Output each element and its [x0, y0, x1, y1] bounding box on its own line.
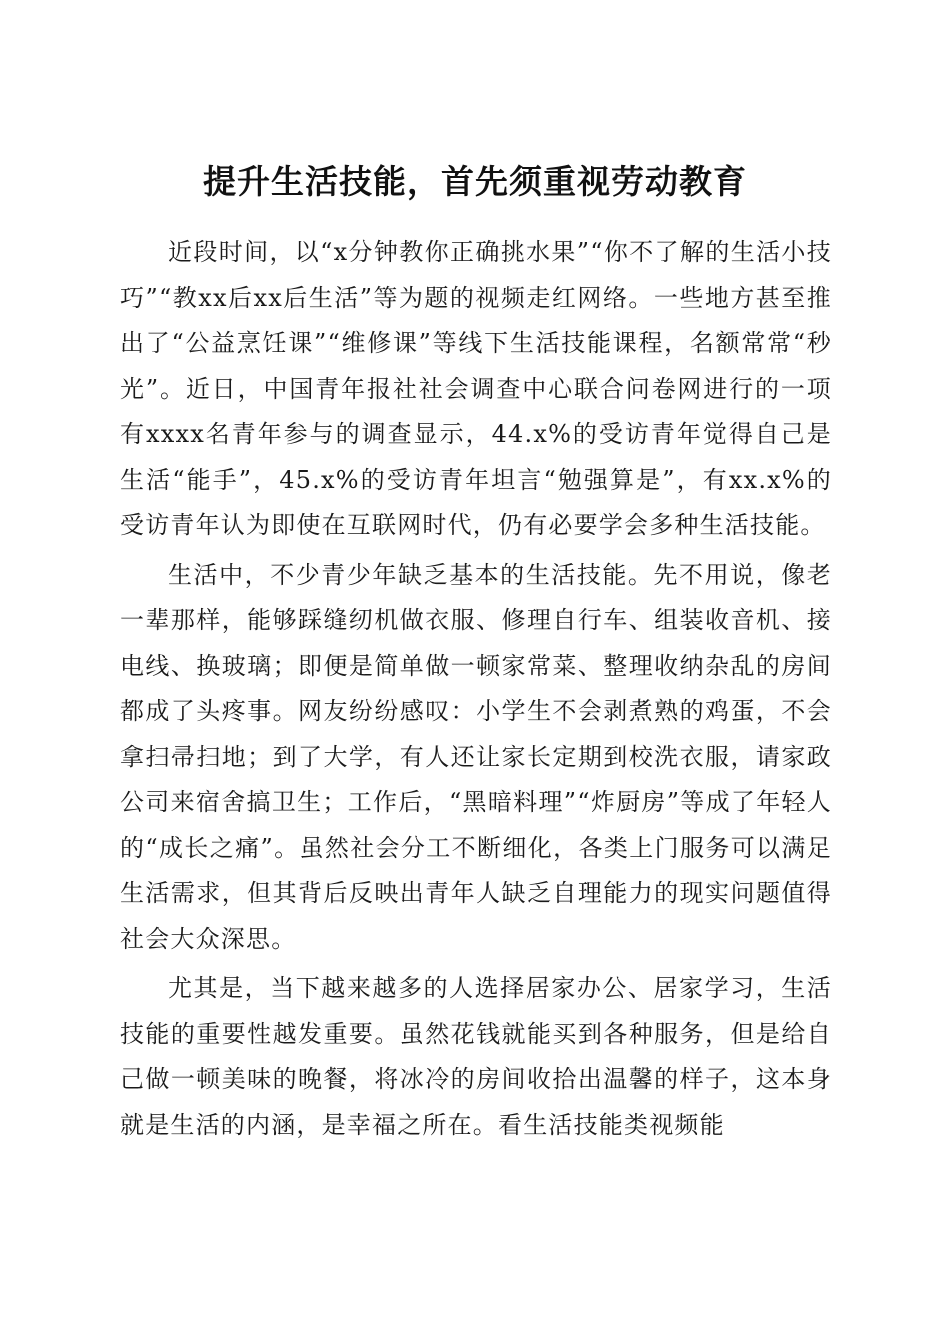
paragraph-3: 尤其是，当下越来越多的人选择居家办公、居家学习，生活技能的重要性越发重要。虽然花钱就能买到各种服务，但是给自己做一顿美味的晚餐，将冰冷的房间收拾出温馨的样子，这本身就是生活的内涵，是幸福之所在。看生活技能类视频能 — [120, 974, 832, 1139]
paragraph-2: 生活中，不少青少年缺乏基本的生活技能。先不用说，像老一辈那样，能够踩缝纫机做衣服、修理自行车、组装收音机、接电线、换玻璃；即便是简单做一顿家常菜、整理收纳杂乱的房间都成了头疼事。网友纷纷感叹：小学生不会剥煮熟的鸡蛋，不会拿扫帚扫地；到了大学，有人还让家长定期到校洗衣服，请家政公司来宿舍搞卫生；工作后，“黑暗料理”“炸厨房”等成了年轻人的“成长之痛”。虽然社会分工不断细化，各类上门服务可以满足生活需求，但其背后反映出青年人缺乏自理能力的现实问题值得社会大众深思。 — [120, 560, 832, 953]
paragraph-1: 近段时间，以“x分钟教你正确挑水果”“你不了解的生活小技巧”“教xx后xx后生活”等为题的视频走红网络。一些地方甚至推出了“公益烹饪课”“维修课”等线下生活技能课程，名额常常“秒光”。近日，中国青年报社社会调查中心联合问卷网进行的一项有xxxx名青年参与的调查显示，44.x%的受访青年觉得自己是生活“能手”，45.x%的受访青年坦言“勉强算是”，有xx.x%的受访青年认为即使在互联网时代，仍有必要学会多种生活技能。 — [120, 238, 832, 539]
document-body — [120, 230, 832, 1152]
document-title: 提升生活技能，首先须重视劳动教育 — [203, 162, 747, 202]
